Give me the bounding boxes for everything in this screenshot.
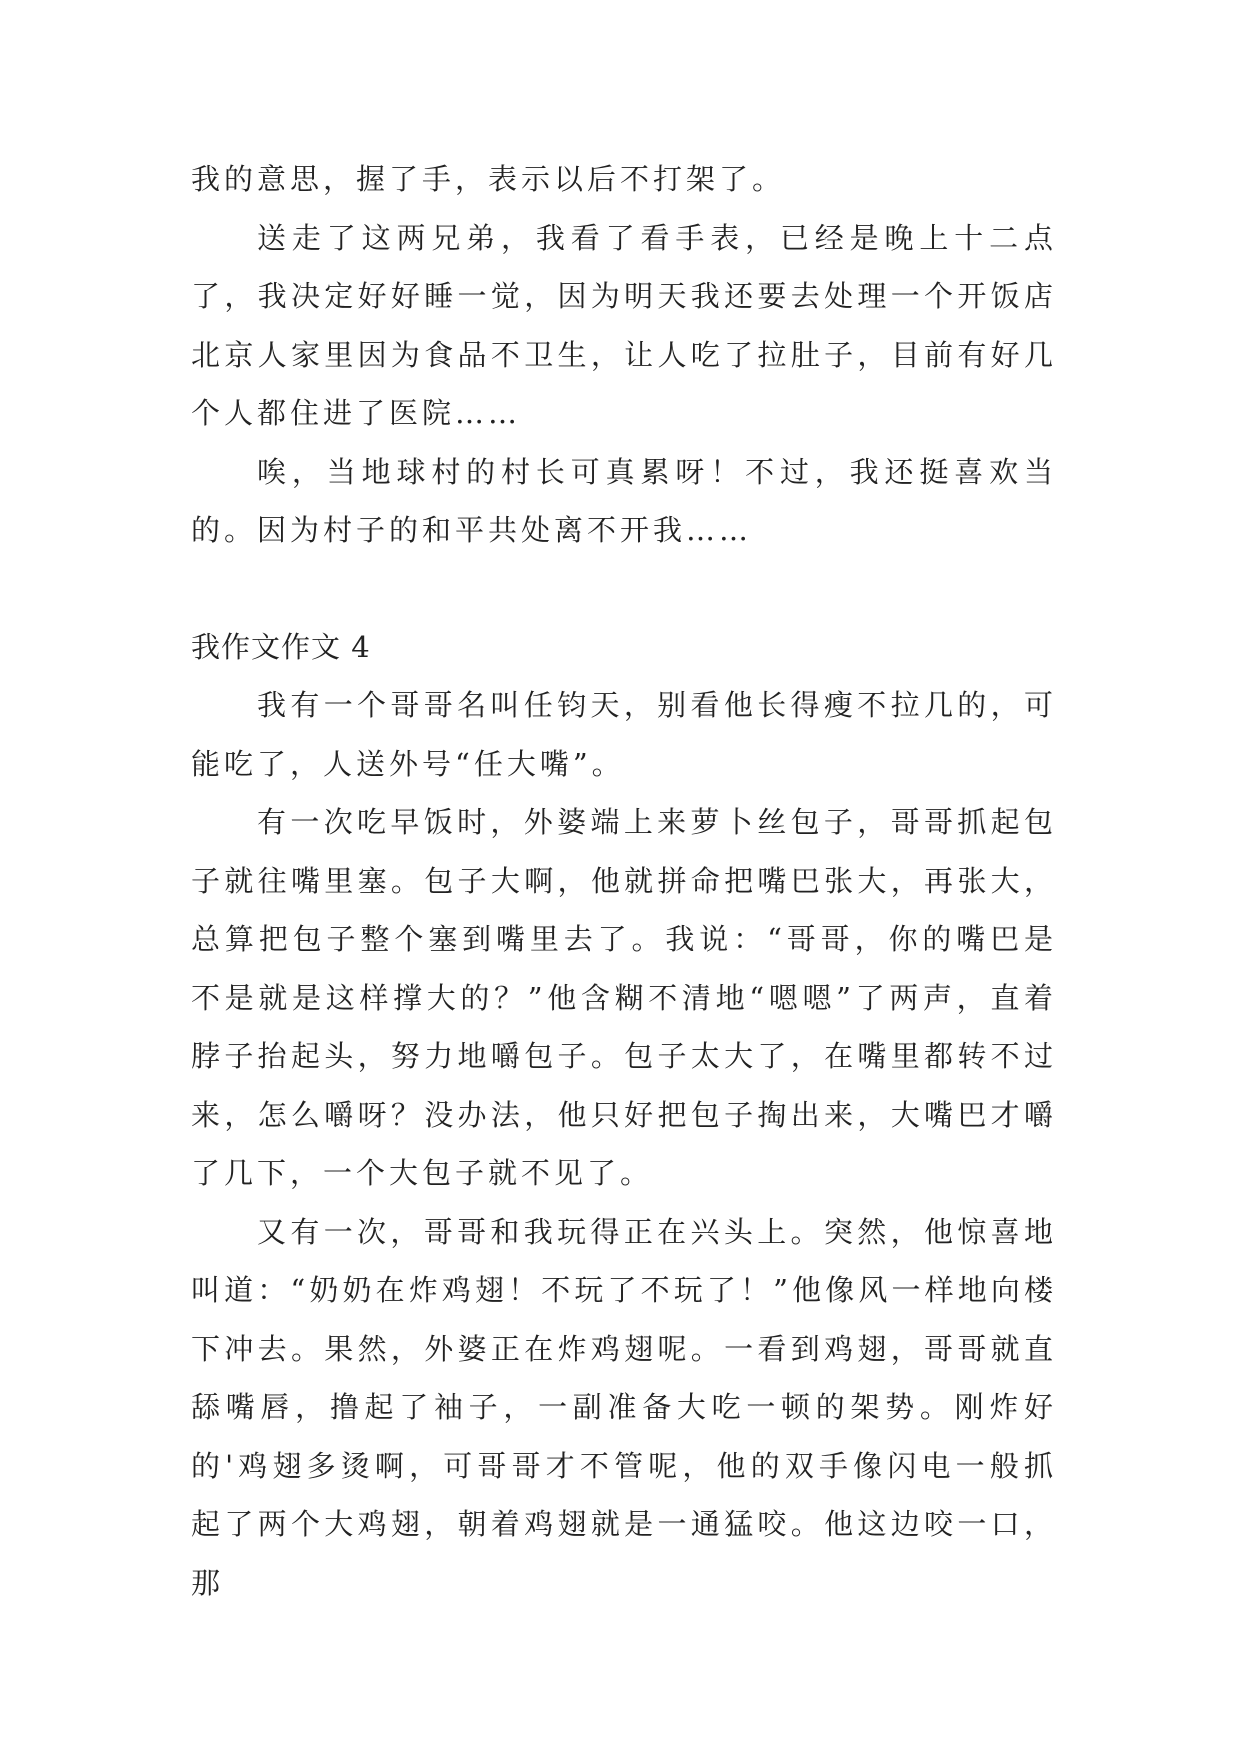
paragraph: 又有一次，哥哥和我玩得正在兴头上。突然，他惊喜地叫道：“奶奶在炸鸡翅！不玩了不玩了！”他像风一样地向楼下冲去。果然，外婆正在炸鸡翅呢。一看到鸡翅，哥哥就直舔嘴唇，撸起了袖子，一副准备大吃一顿的架势。刚炸好的'鸡翅多烫啊，可哥哥才不管呢，他的双手像闪电一般抓起了两个大鸡翅，朝着鸡翅就是一通猛咬。他这边咬一口，那 bbox=[191, 1214, 1057, 1600]
paragraph: 送走了这两兄弟，我看了看手表，已经是晚上十二点了，我决定好好睡一觉，因为明天我还要去处理一个开饭店北京人家里因为食品不卫生，让人吃了拉肚子，目前有好几个人都住进了医院…… bbox=[191, 220, 1057, 430]
paragraph: 唉，当地球村的村长可真累呀！不过，我还挺喜欢当的。因为村子的和平共处离不开我…… bbox=[191, 454, 1057, 547]
paragraph: 有一次吃早饭时，外婆端上来萝卜丝包子，哥哥抓起包子就往嘴里塞。包子大啊，他就拼命把嘴巴张大，再张大，总算把包子整个塞到嘴里去了。我说：“哥哥，你的嘴巴是不是就是这样撑大的？”他含糊不清地“嗯嗯”了两声，直着脖子抬起头，努力地嚼包子。包子太大了，在嘴里都转不过来，怎么嚼呀？没办法，他只好把包子掏出来，大嘴巴才嚼了几下，一个大包子就不见了。 bbox=[191, 805, 1057, 1190]
document-body bbox=[191, 150, 1057, 1612]
paragraph-continued: 我的意思，握了手，表示以后不打架了。 bbox=[191, 162, 786, 196]
section-heading: 我作文作文 4 bbox=[191, 629, 371, 664]
paragraph: 我有一个哥哥名叫任钧天，别看他长得瘦不拉几的，可能吃了，人送外号“任大嘴”。 bbox=[191, 688, 1057, 781]
